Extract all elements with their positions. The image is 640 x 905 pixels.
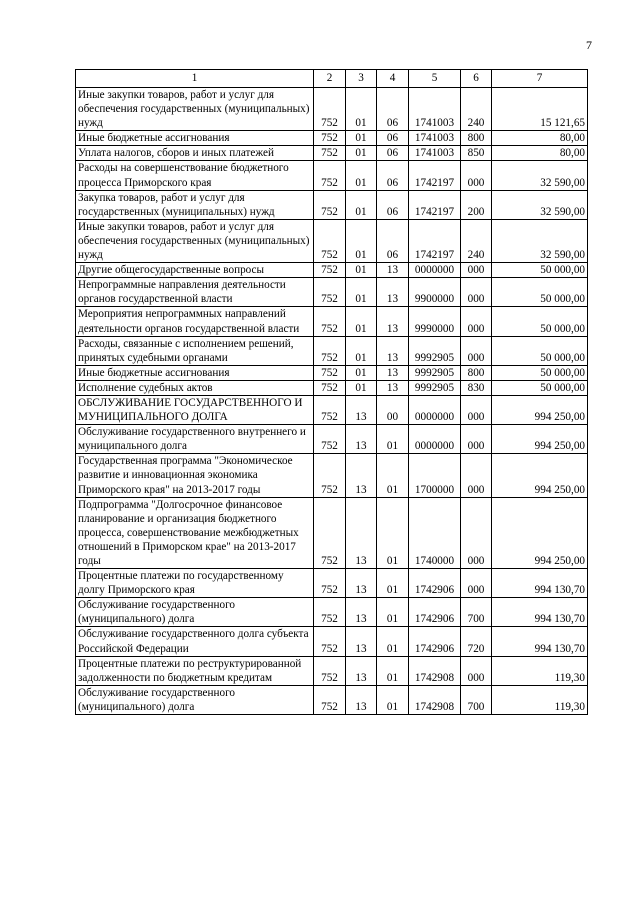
department-code-cell: 752 <box>314 190 346 219</box>
expense-type-code-cell: 000 <box>461 307 492 336</box>
target-item-code-cell: 1742906 <box>409 627 461 656</box>
subsection-code-cell: 01 <box>377 425 409 454</box>
row-name-cell: Иные закупки товаров, работ и услуг для обеспечения государственных (муниципальных) нужд <box>76 88 314 131</box>
row-name-cell: Исполнение судебных актов <box>76 380 314 395</box>
table-row <box>76 380 588 395</box>
expense-type-code-cell: 000 <box>461 336 492 365</box>
table-row <box>76 146 588 161</box>
subsection-code-cell: 01 <box>377 685 409 714</box>
section-code-cell: 01 <box>346 307 377 336</box>
department-code-cell: 752 <box>314 88 346 131</box>
amount-cell: 994 250,00 <box>492 395 588 424</box>
row-name-cell: Непрограммные направления деятельности органов государственной власти <box>76 278 314 307</box>
expense-type-code-cell: 700 <box>461 685 492 714</box>
amount-cell: 32 590,00 <box>492 161 588 190</box>
subsection-code-cell: 01 <box>377 627 409 656</box>
section-code-cell: 01 <box>346 380 377 395</box>
target-item-code-cell: 9992905 <box>409 380 461 395</box>
table-row <box>76 161 588 190</box>
amount-cell: 15 121,65 <box>492 88 588 131</box>
table-row <box>76 131 588 146</box>
row-name-cell: Мероприятия непрограммных направлений деятельности органов государственной власти <box>76 307 314 336</box>
amount-cell: 994 250,00 <box>492 454 588 497</box>
subsection-code-cell: 01 <box>377 497 409 568</box>
expense-type-code-cell: 850 <box>461 146 492 161</box>
column-header: 6 <box>461 70 492 88</box>
section-code-cell: 01 <box>346 278 377 307</box>
table-row <box>76 425 588 454</box>
section-code-cell: 13 <box>346 454 377 497</box>
column-header: 3 <box>346 70 377 88</box>
row-name-cell: Иные бюджетные ассигнования <box>76 131 314 146</box>
section-code-cell: 01 <box>346 263 377 278</box>
subsection-code-cell: 13 <box>377 278 409 307</box>
expense-type-code-cell: 000 <box>461 278 492 307</box>
target-item-code-cell: 1700000 <box>409 454 461 497</box>
department-code-cell: 752 <box>314 656 346 685</box>
table-row <box>76 278 588 307</box>
target-item-code-cell: 0000000 <box>409 425 461 454</box>
department-code-cell: 752 <box>314 336 346 365</box>
target-item-code-cell: 1742197 <box>409 190 461 219</box>
target-item-code-cell: 0000000 <box>409 263 461 278</box>
section-code-cell: 01 <box>346 219 377 262</box>
section-code-cell: 13 <box>346 395 377 424</box>
subsection-code-cell: 06 <box>377 88 409 131</box>
department-code-cell: 752 <box>314 278 346 307</box>
subsection-code-cell: 01 <box>377 598 409 627</box>
amount-cell: 994 250,00 <box>492 497 588 568</box>
section-code-cell: 13 <box>346 627 377 656</box>
column-header: 1 <box>76 70 314 88</box>
expense-type-code-cell: 000 <box>461 395 492 424</box>
department-code-cell: 752 <box>314 425 346 454</box>
subsection-code-cell: 13 <box>377 307 409 336</box>
amount-cell: 32 590,00 <box>492 190 588 219</box>
amount-cell: 50 000,00 <box>492 307 588 336</box>
table-row <box>76 627 588 656</box>
row-name-cell: Обслуживание государственного (муниципального) долга <box>76 598 314 627</box>
column-header: 4 <box>377 70 409 88</box>
section-code-cell: 01 <box>346 365 377 380</box>
subsection-code-cell: 13 <box>377 263 409 278</box>
subsection-code-cell: 06 <box>377 131 409 146</box>
row-name-cell: Государственная программа "Экономическое развитие и инновационная экономика Приморского края" на 2013-2017 годы <box>76 454 314 497</box>
amount-cell: 32 590,00 <box>492 219 588 262</box>
expense-type-code-cell: 240 <box>461 219 492 262</box>
department-code-cell: 752 <box>314 131 346 146</box>
expense-type-code-cell: 800 <box>461 365 492 380</box>
subsection-code-cell: 13 <box>377 365 409 380</box>
column-header: 5 <box>409 70 461 88</box>
table-row <box>76 454 588 497</box>
amount-cell: 50 000,00 <box>492 365 588 380</box>
table-row <box>76 395 588 424</box>
section-code-cell: 01 <box>346 190 377 219</box>
section-code-cell: 01 <box>346 88 377 131</box>
row-name-cell: Подпрограмма "Долгосрочное финансовое планирование и организация бюджетного процесса, совершенствование межбюджетных отношений в Приморском крае" на 2013-2017 годы <box>76 497 314 568</box>
table-row <box>76 263 588 278</box>
department-code-cell: 752 <box>314 685 346 714</box>
subsection-code-cell: 01 <box>377 454 409 497</box>
table-row <box>76 497 588 568</box>
department-code-cell: 752 <box>314 497 346 568</box>
expense-type-code-cell: 000 <box>461 454 492 497</box>
section-code-cell: 13 <box>346 425 377 454</box>
subsection-code-cell: 06 <box>377 219 409 262</box>
expense-type-code-cell: 000 <box>461 263 492 278</box>
section-code-cell: 13 <box>346 569 377 598</box>
table-row <box>76 685 588 714</box>
department-code-cell: 752 <box>314 365 346 380</box>
department-code-cell: 752 <box>314 569 346 598</box>
row-name-cell: ОБСЛУЖИВАНИЕ ГОСУДАРСТВЕННОГО И МУНИЦИПАЛЬНОГО ДОЛГА <box>76 395 314 424</box>
row-name-cell: Обслуживание государственного (муниципального) долга <box>76 685 314 714</box>
subsection-code-cell: 13 <box>377 336 409 365</box>
row-name-cell: Расходы, связанные с исполнением решений, принятых судебными органами <box>76 336 314 365</box>
amount-cell: 119,30 <box>492 685 588 714</box>
target-item-code-cell: 1741003 <box>409 146 461 161</box>
row-name-cell: Закупка товаров, работ и услуг для государственных (муниципальных) нужд <box>76 190 314 219</box>
expense-type-code-cell: 800 <box>461 131 492 146</box>
row-name-cell: Иные бюджетные ассигнования <box>76 365 314 380</box>
section-code-cell: 13 <box>346 656 377 685</box>
department-code-cell: 752 <box>314 263 346 278</box>
row-name-cell: Процентные платежи по реструктурированной задолженности по бюджетным кредитам <box>76 656 314 685</box>
row-name-cell: Уплата налогов, сборов и иных платежей <box>76 146 314 161</box>
department-code-cell: 752 <box>314 627 346 656</box>
section-code-cell: 01 <box>346 131 377 146</box>
expense-type-code-cell: 000 <box>461 569 492 598</box>
target-item-code-cell: 9900000 <box>409 278 461 307</box>
subsection-code-cell: 06 <box>377 161 409 190</box>
target-item-code-cell: 1742906 <box>409 569 461 598</box>
table-row <box>76 219 588 262</box>
amount-cell: 80,00 <box>492 146 588 161</box>
row-name-cell: Обслуживание государственного долга субъекта Российской Федерации <box>76 627 314 656</box>
expense-type-code-cell: 000 <box>461 497 492 568</box>
table-row <box>76 336 588 365</box>
expense-type-code-cell: 000 <box>461 161 492 190</box>
column-header: 7 <box>492 70 588 88</box>
target-item-code-cell: 1742906 <box>409 598 461 627</box>
target-item-code-cell: 9992905 <box>409 336 461 365</box>
table-header-row <box>76 70 588 88</box>
department-code-cell: 752 <box>314 454 346 497</box>
target-item-code-cell: 1741003 <box>409 131 461 146</box>
amount-cell: 50 000,00 <box>492 380 588 395</box>
column-header: 2 <box>314 70 346 88</box>
row-name-cell: Обслуживание государственного внутреннего и муниципального долга <box>76 425 314 454</box>
section-code-cell: 13 <box>346 685 377 714</box>
amount-cell: 50 000,00 <box>492 278 588 307</box>
target-item-code-cell: 0000000 <box>409 395 461 424</box>
expense-type-code-cell: 830 <box>461 380 492 395</box>
subsection-code-cell: 01 <box>377 569 409 598</box>
expense-type-code-cell: 700 <box>461 598 492 627</box>
amount-cell: 50 000,00 <box>492 263 588 278</box>
target-item-code-cell: 9990000 <box>409 307 461 336</box>
row-name-cell: Иные закупки товаров, работ и услуг для обеспечения государственных (муниципальных) нужд <box>76 219 314 262</box>
budget-table <box>75 69 588 715</box>
department-code-cell: 752 <box>314 395 346 424</box>
section-code-cell: 13 <box>346 598 377 627</box>
section-code-cell: 01 <box>346 336 377 365</box>
row-name-cell: Расходы на совершенствование бюджетного процесса Приморского края <box>76 161 314 190</box>
target-item-code-cell: 1740000 <box>409 497 461 568</box>
department-code-cell: 752 <box>314 598 346 627</box>
section-code-cell: 13 <box>346 497 377 568</box>
table-row <box>76 365 588 380</box>
section-code-cell: 01 <box>346 146 377 161</box>
page-number: 7 <box>586 38 592 52</box>
subsection-code-cell: 01 <box>377 656 409 685</box>
department-code-cell: 752 <box>314 380 346 395</box>
amount-cell: 994 130,70 <box>492 598 588 627</box>
expense-type-code-cell: 240 <box>461 88 492 131</box>
department-code-cell: 752 <box>314 146 346 161</box>
table-row <box>76 190 588 219</box>
target-item-code-cell: 1742197 <box>409 161 461 190</box>
row-name-cell: Процентные платежи по государственному долгу Приморского края <box>76 569 314 598</box>
expense-type-code-cell: 000 <box>461 425 492 454</box>
subsection-code-cell: 06 <box>377 146 409 161</box>
target-item-code-cell: 1742908 <box>409 656 461 685</box>
amount-cell: 994 130,70 <box>492 627 588 656</box>
subsection-code-cell: 00 <box>377 395 409 424</box>
amount-cell: 994 130,70 <box>492 569 588 598</box>
target-item-code-cell: 1742197 <box>409 219 461 262</box>
table-row <box>76 307 588 336</box>
table-row <box>76 656 588 685</box>
table-row <box>76 569 588 598</box>
section-code-cell: 01 <box>346 161 377 190</box>
expense-type-code-cell: 000 <box>461 656 492 685</box>
amount-cell: 119,30 <box>492 656 588 685</box>
target-item-code-cell: 9992905 <box>409 365 461 380</box>
subsection-code-cell: 13 <box>377 380 409 395</box>
table-row <box>76 598 588 627</box>
amount-cell: 994 250,00 <box>492 425 588 454</box>
expense-type-code-cell: 720 <box>461 627 492 656</box>
target-item-code-cell: 1742908 <box>409 685 461 714</box>
expense-type-code-cell: 200 <box>461 190 492 219</box>
department-code-cell: 752 <box>314 161 346 190</box>
amount-cell: 80,00 <box>492 131 588 146</box>
department-code-cell: 752 <box>314 307 346 336</box>
row-name-cell: Другие общегосударственные вопросы <box>76 263 314 278</box>
table-row <box>76 88 588 131</box>
amount-cell: 50 000,00 <box>492 336 588 365</box>
target-item-code-cell: 1741003 <box>409 88 461 131</box>
subsection-code-cell: 06 <box>377 190 409 219</box>
department-code-cell: 752 <box>314 219 346 262</box>
